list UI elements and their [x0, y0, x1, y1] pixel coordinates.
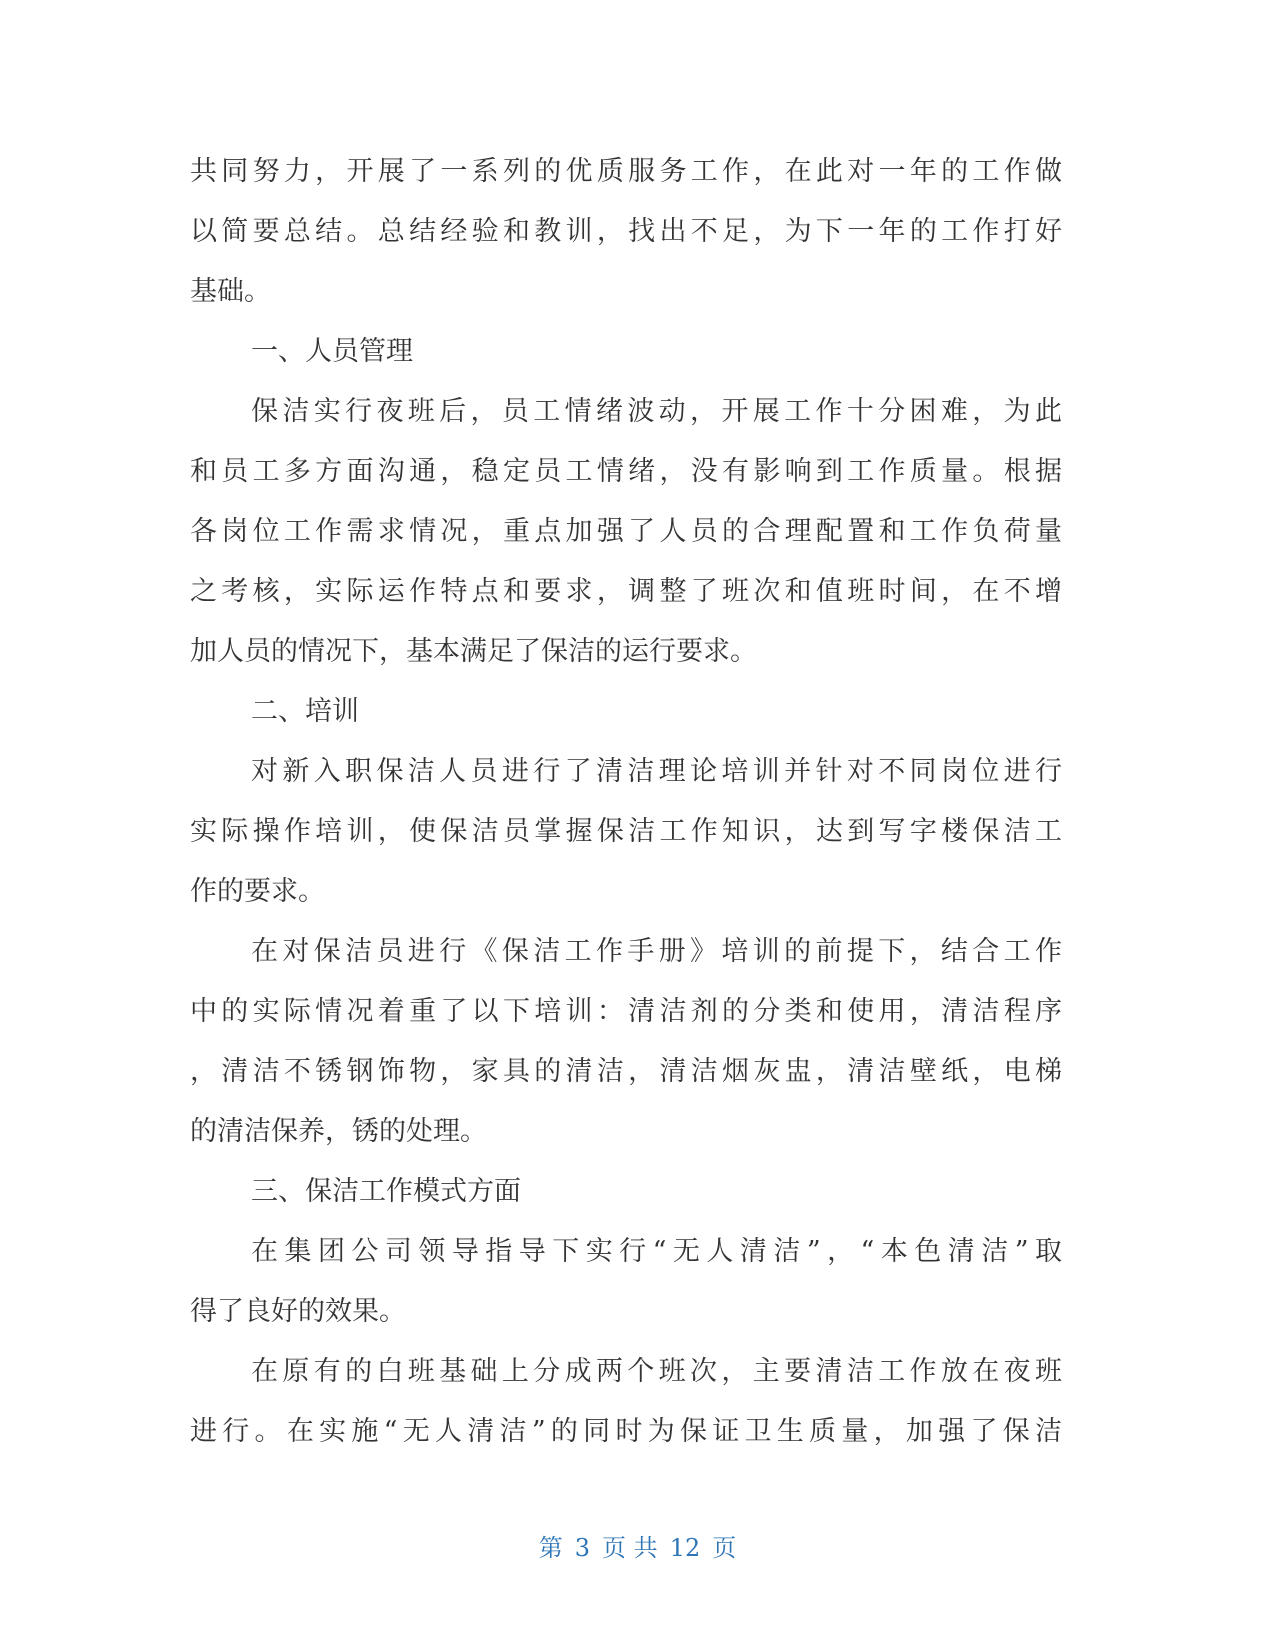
section-heading: 一、人员管理: [251, 336, 413, 367]
text-line: 和员工多方面沟通，稳定员工情绪，没有影响到工作质量。根据: [190, 456, 1062, 487]
footer-middle: 页 共: [602, 1534, 658, 1562]
text-line: 在对保洁员进行《保洁工作手册》培训的前提下，结合工作: [251, 936, 1062, 967]
footer-prefix: 第: [538, 1534, 563, 1562]
section-heading: 三、保洁工作模式方面: [251, 1176, 521, 1207]
current-page-number: 3: [574, 1534, 591, 1562]
total-pages-number: 12: [669, 1534, 701, 1562]
page-footer: [0, 1528, 1275, 1563]
text-line: 之考核，实际运作特点和要求，调整了班次和值班时间，在不增: [190, 576, 1062, 607]
text-line: 对新入职保洁人员进行了清洁理论培训并针对不同岗位进行: [251, 756, 1062, 787]
footer-suffix: 页: [712, 1534, 737, 1562]
text-line: 进行。在实施“无人清洁”的同时为保证卫生质量，加强了保洁: [190, 1416, 1062, 1447]
text-line: 得了良好的效果。: [190, 1296, 406, 1327]
text-line: 加人员的情况下，基本满足了保洁的运行要求。: [190, 636, 757, 667]
text-line: 以简要总结。总结经验和教训，找出不足，为下一年的工作打好: [190, 216, 1062, 247]
text-line: 的清洁保养，锈的处理。: [190, 1116, 487, 1147]
text-line: ，清洁不锈钢饰物，家具的清洁，清洁烟灰盅，清洁壁纸，电梯: [190, 1056, 1062, 1087]
text-line: 中的实际情况着重了以下培训：清洁剂的分类和使用，清洁程序: [190, 996, 1062, 1027]
text-line: 实际操作培训，使保洁员掌握保洁工作知识，达到写字楼保洁工: [190, 816, 1062, 847]
text-line: 共同努力，开展了一系列的优质服务工作，在此对一年的工作做: [190, 156, 1062, 187]
text-line: 在集团公司领导指导下实行“无人清洁”，“本色清洁”取: [251, 1236, 1062, 1267]
text-line: 保洁实行夜班后，员工情绪波动，开展工作十分困难，为此: [251, 396, 1062, 427]
section-heading: 二、培训: [251, 696, 359, 727]
text-line: 作的要求。: [190, 876, 325, 907]
text-line: 各岗位工作需求情况，重点加强了人员的合理配置和工作负荷量: [190, 516, 1062, 547]
text-line: 在原有的白班基础上分成两个班次，主要清洁工作放在夜班: [251, 1356, 1062, 1387]
document-body: [190, 142, 1062, 1462]
text-line: 基础。: [190, 276, 271, 307]
